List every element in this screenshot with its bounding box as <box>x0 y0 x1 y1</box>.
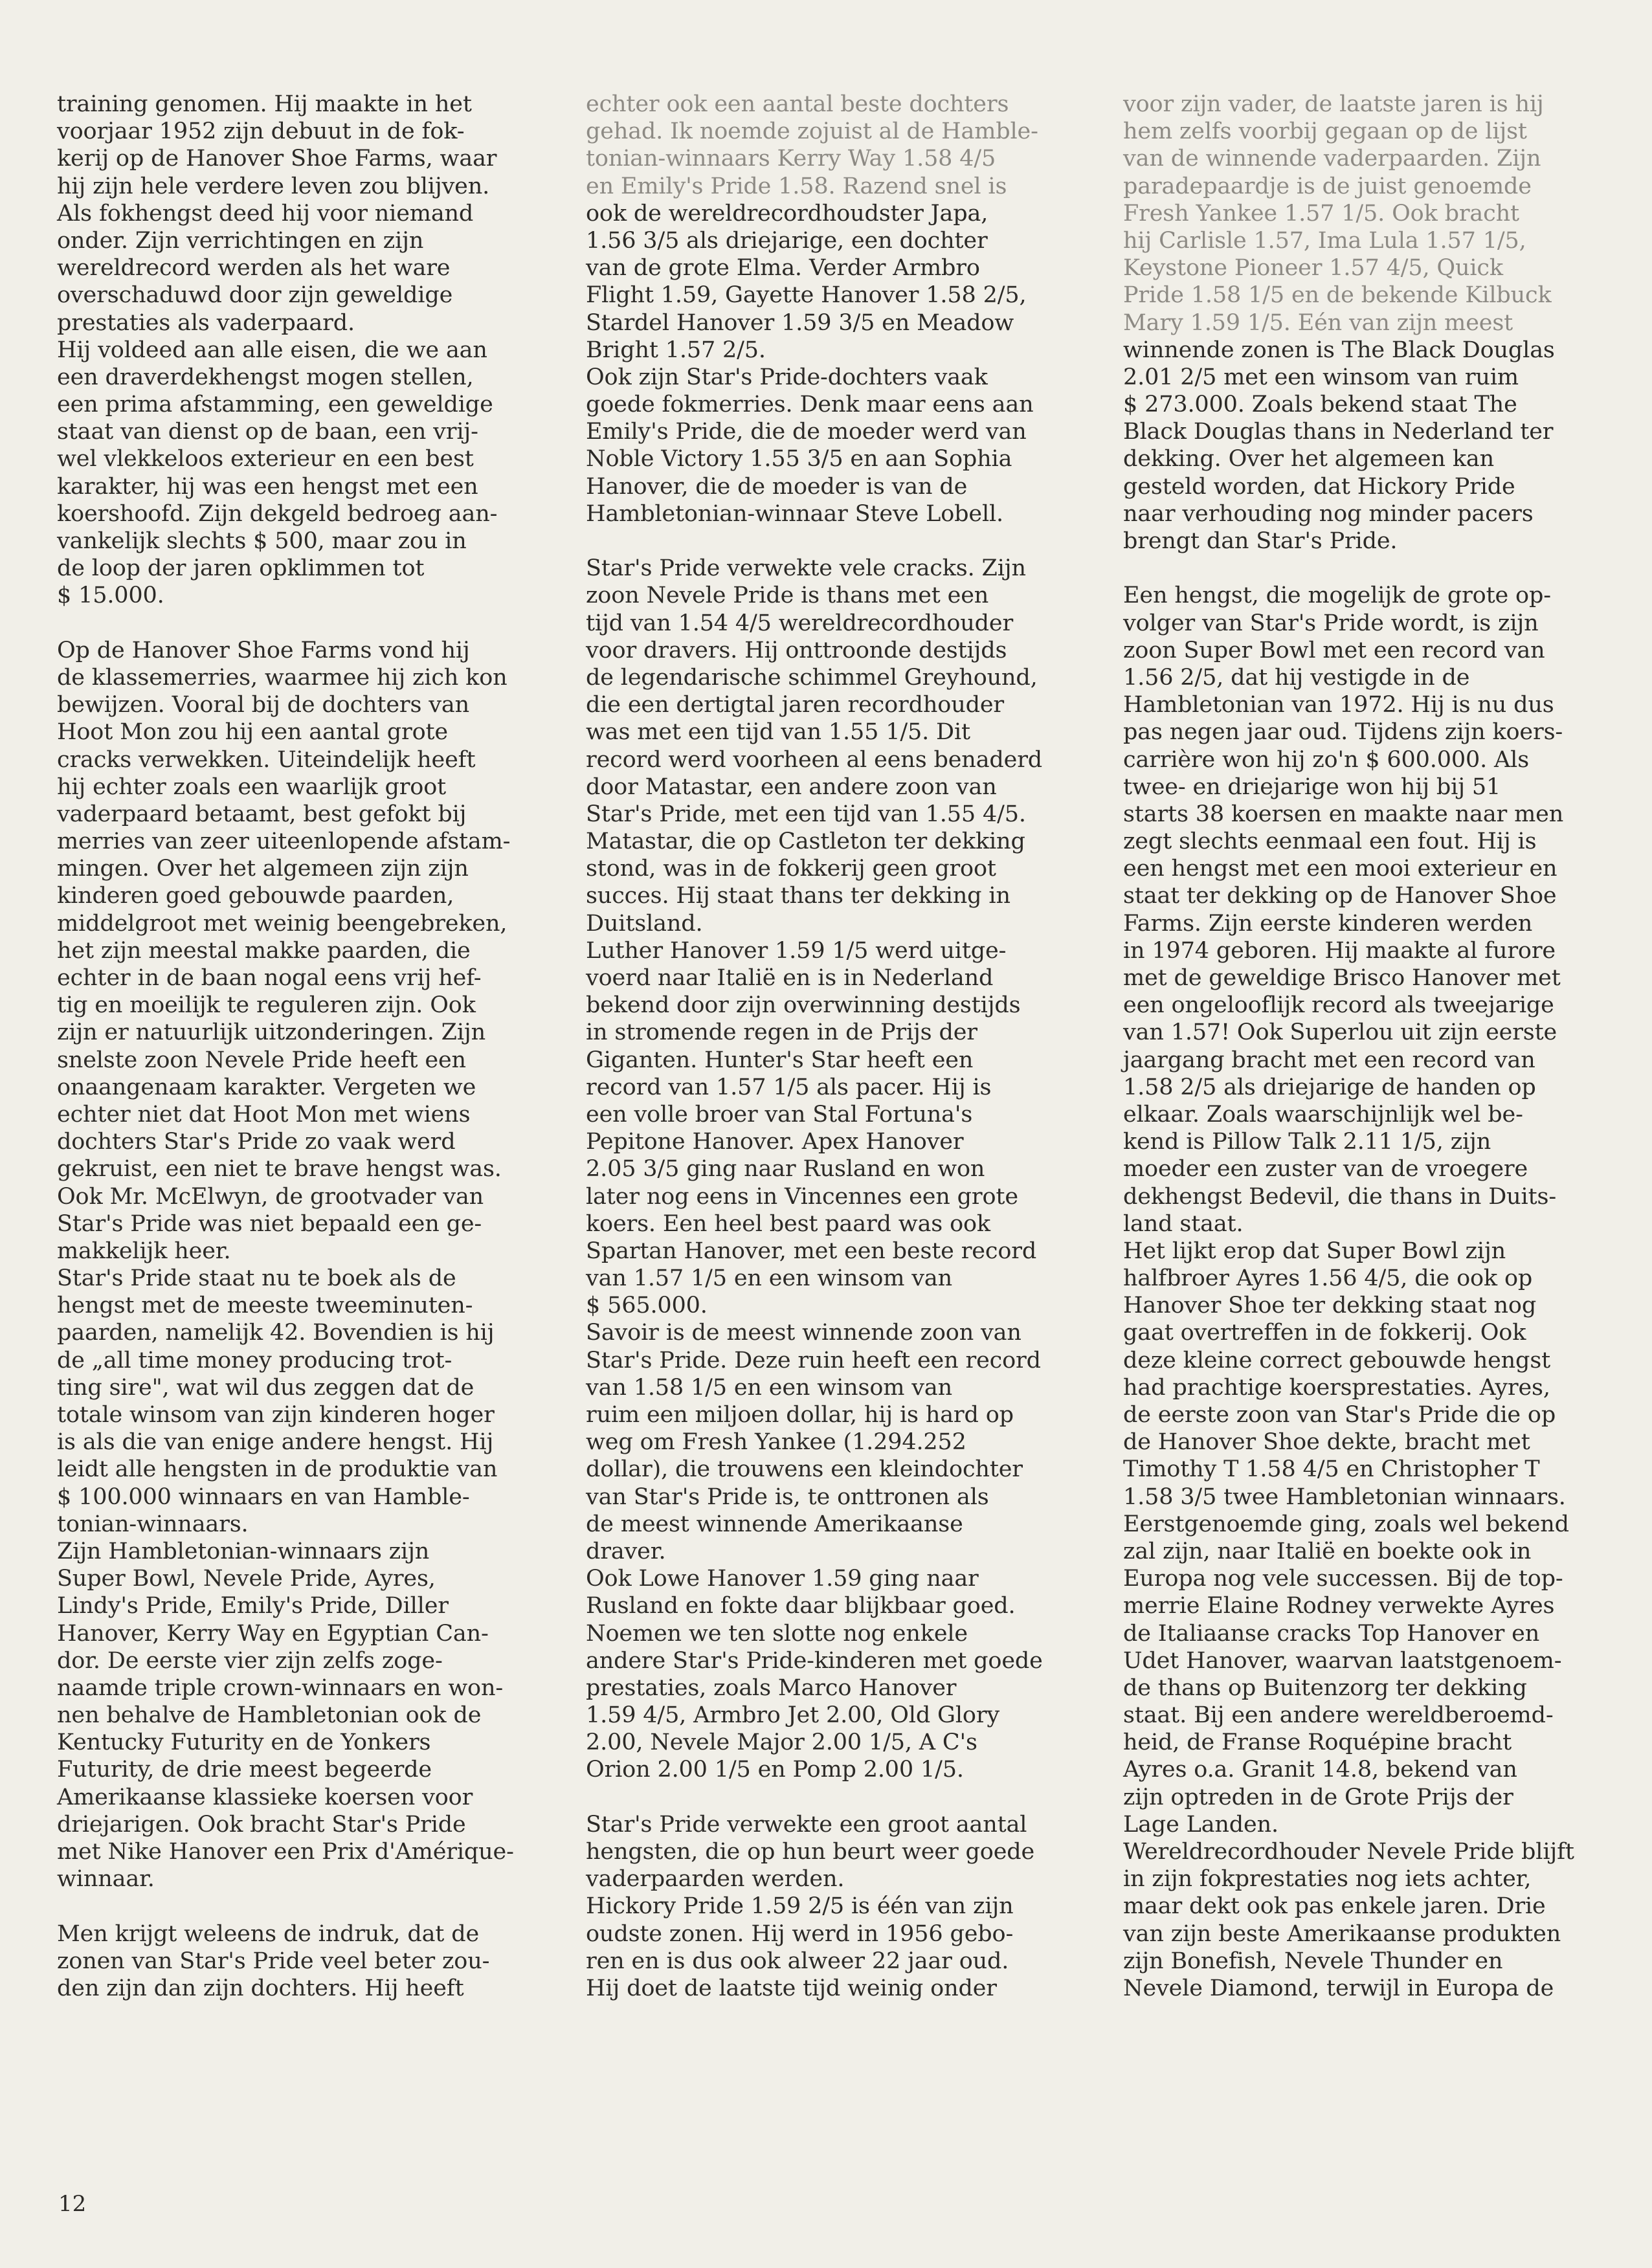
text-line: Rusland en fokte daar blijkbaar goed. <box>586 1593 1016 1619</box>
text-line: Als fokhengst deed hij voor niemand <box>57 200 474 227</box>
text-line: kend is Pillow Talk 2.11 1/5, zijn <box>1123 1129 1491 1155</box>
text-line: Super Bowl, Nevele Pride, Ayres, <box>57 1566 436 1592</box>
text-line: 1.56 3/5 als driejarige, een dochter <box>586 227 988 254</box>
text-line: Farms. Zijn eerste kinderen werden <box>1123 910 1533 937</box>
text-line: door Matastar, een andere zoon van <box>586 773 997 800</box>
text-line: met de geweldige Brisco Hanover met <box>1123 965 1561 991</box>
text-line: van 1.57! Ook Superlou uit zijn eerste <box>1123 1019 1557 1046</box>
text-line: andere Star's Pride-kinderen met goede <box>586 1647 1043 1674</box>
text-line: brengt dan Star's Pride. <box>1123 528 1398 554</box>
text-line: zijn optreden in de Grote Prijs der <box>1123 1784 1513 1810</box>
text-line: en Emily's Pride 1.58. Razend snel is <box>586 173 1007 199</box>
text-line: 2.05 3/5 ging naar Rusland en won <box>586 1156 985 1183</box>
text-line: $ 100.000 winnaars en van Hamble- <box>57 1484 470 1510</box>
text-line: gaat overtreffen in de fokkerij. Ook <box>1123 1320 1526 1346</box>
text-line: kerij op de Hanover Shoe Farms, waar <box>57 146 497 172</box>
text-line: vankelijk slechts $ 500, maar zou in <box>57 528 467 554</box>
text-line: staat. Bij een andere wereldberoemd- <box>1123 1702 1554 1729</box>
text-line: wel vlekkeloos exterieur en een best <box>57 446 474 472</box>
text-line: weg om Fresh Yankee (1.294.252 <box>586 1429 966 1456</box>
text-line: de meest winnende Amerikaanse <box>586 1511 963 1537</box>
text-line: voor zijn vader, de laatste jaren is hij <box>1123 91 1544 117</box>
text-line: naamde triple crown-winnaars en won- <box>57 1674 504 1701</box>
text-line: stond, was in de fokkerij geen groot <box>586 856 996 882</box>
text-line: deze kleine correct gebouwde hengst <box>1123 1347 1551 1373</box>
text-line: 1.59 4/5, Armbro Jet 2.00, Old Glory <box>586 1702 1000 1729</box>
text-line: koers. Een heel best paard was ook <box>586 1210 990 1237</box>
text-line: succes. Hij staat thans ter dekking in <box>586 883 1010 909</box>
text-line: Udet Hanover, waarvan laatstgenoem- <box>1123 1647 1562 1674</box>
text-line: gekruist, een niet te brave hengst was. <box>57 1156 502 1183</box>
text-line: Een hengst, die mogelijk de grote op- <box>1123 583 1551 609</box>
text-line: gesteld worden, dat Hickory Pride <box>1123 473 1515 500</box>
text-line: 1.58 2/5 als driejarige de handen op <box>1123 1074 1536 1100</box>
text-line: land staat. <box>1123 1210 1244 1237</box>
text-line: voor dravers. Hij onttroonde destijds <box>586 637 1007 663</box>
text-line: van de grote Elma. Verder Armbro <box>586 255 980 282</box>
text-line: dekking. Over het algemeen kan <box>1123 446 1494 472</box>
text-line: kinderen goed gebouwde paarden, <box>57 883 454 909</box>
text-line: prestaties als vaderpaard. <box>57 309 355 336</box>
text-line: Nevele Diamond, terwijl in Europa de <box>1123 1975 1554 2001</box>
text-line: Hambletonian van 1972. Hij is nu dus <box>1123 692 1554 718</box>
text-line: Matastar, die op Castleton ter dekking <box>586 828 1025 855</box>
text-line: Star's Pride verwekte een groot aantal <box>586 1811 1027 1838</box>
text-line: Futurity, de drie meest begeerde <box>57 1757 432 1783</box>
text-line: Amerikaanse klassieke koersen voor <box>57 1784 473 1810</box>
text-line: hij Carlisle 1.57, Ima Lula 1.57 1/5, <box>1123 227 1526 254</box>
text-line: in stromende regen in de Prijs der <box>586 1019 977 1046</box>
text-line: $ 565.000. <box>586 1293 708 1319</box>
text-line: Noble Victory 1.55 3/5 en aan Sophia <box>586 446 1012 472</box>
text-line: Star's Pride staat nu te boek als de <box>57 1265 456 1292</box>
text-line: zal zijn, naar Italië en boekte ook in <box>1123 1538 1532 1564</box>
text-line: Mary 1.59 1/5. Eén van zijn meest <box>1123 309 1513 336</box>
text-line: echter niet dat Hoot Mon met wiens <box>57 1101 471 1128</box>
text-line: hem zelfs voorbij gegaan op de lijst <box>1123 118 1527 145</box>
paragraph-gap <box>57 1893 549 1920</box>
text-line: Stardel Hanover 1.59 3/5 en Meadow <box>586 309 1014 336</box>
text-line: is als die van enige andere hengst. Hij <box>57 1429 494 1456</box>
text-line: Kentucky Futurity en de Yonkers <box>57 1729 431 1756</box>
text-line: gehad. Ik noemde zojuist al de Hamble- <box>586 118 1038 145</box>
text-line: Ook zijn Star's Pride-dochters vaak <box>586 364 988 390</box>
text-line: Duitsland. <box>586 910 703 937</box>
text-line: een prima afstamming, een geweldige <box>57 392 493 418</box>
text-line: Europa nog vele successen. Bij de top- <box>1123 1566 1563 1592</box>
text-line: zonen van Star's Pride veel beter zou- <box>57 1948 490 1974</box>
text-line: van zijn beste Amerikaanse produkten <box>1123 1920 1561 1947</box>
text-line: de „all time money producing trot- <box>57 1347 452 1373</box>
text-line: 2.00, Nevele Major 2.00 1/5, A C's <box>586 1729 977 1756</box>
text-line: naar verhouding nog minder pacers <box>1123 500 1534 527</box>
text-line: voorjaar 1952 zijn debuut in de fok- <box>57 118 465 145</box>
text-line: Noemen we ten slotte nog enkele <box>586 1620 968 1647</box>
text-line: onder. Zijn verrichtingen en zijn <box>57 227 424 254</box>
text-line: het zijn meestal makke paarden, die <box>57 937 471 964</box>
text-line: hengsten, die op hun beurt weer goede <box>586 1839 1035 1865</box>
text-line: winnaar. <box>57 1866 155 1893</box>
text-line: 1.56 2/5, dat hij vestigde in de <box>1123 664 1470 691</box>
text-line: hij echter zoals een waarlijk groot <box>57 773 447 800</box>
text-line: Luther Hanover 1.59 1/5 werd uitge- <box>586 937 1007 964</box>
text-line: in 1974 geboren. Hij maakte al furore <box>1123 937 1556 964</box>
text-line: den zijn dan zijn dochters. Hij heeft <box>57 1975 464 2001</box>
text-line: $ 273.000. Zoals bekend staat The <box>1123 392 1517 418</box>
text-line: Ook Lowe Hanover 1.59 ging naar <box>586 1566 979 1592</box>
text-line: zoon Nevele Pride is thans met een <box>586 583 989 609</box>
text-line: Lage Landen. <box>1123 1811 1278 1838</box>
text-line: Flight 1.59, Gayette Hanover 1.58 2/5, <box>586 282 1027 309</box>
text-line: Black Douglas thans in Nederland ter <box>1123 419 1554 445</box>
text-line: de Italiaanse cracks Top Hanover en <box>1123 1620 1540 1647</box>
text-line: Star's Pride. Deze ruin heeft een record <box>586 1347 1041 1373</box>
text-line: later nog eens in Vincennes een grote <box>586 1183 1018 1210</box>
text-line: staat ter dekking op de Hanover Shoe <box>1123 883 1557 909</box>
text-line: wereldrecord werden als het ware <box>57 255 451 282</box>
text-line: mingen. Over het algemeen zijn zijn <box>57 856 469 882</box>
text-line: van 1.57 1/5 en een winsom van <box>586 1265 953 1292</box>
text-line: leidt alle hengsten in de produktie van <box>57 1456 498 1483</box>
text-line: Hanover, die de moeder is van de <box>586 473 968 500</box>
text-line: tonian-winnaars Kerry Way 1.58 4/5 <box>586 146 996 172</box>
text-line: Ayres o.a. Granit 14.8, bekend van <box>1123 1757 1517 1783</box>
text-line: tonian-winnaars. <box>57 1511 249 1537</box>
text-line: Pepitone Hanover. Apex Hanover <box>586 1129 964 1155</box>
text-line: training genomen. Hij maakte in het <box>57 91 472 117</box>
text-line: een draverdekhengst mogen stellen, <box>57 364 474 390</box>
text-line: koershoofd. Zijn dekgeld bedroeg aan- <box>57 500 498 527</box>
text-line: carrière won hij zo'n $ 600.000. Als <box>1123 746 1530 773</box>
text-line: oudste zonen. Hij werd in 1956 gebo- <box>586 1920 1014 1947</box>
paragraph-gap <box>57 610 549 637</box>
text-line: Men krijgt weleens de indruk, dat de <box>57 1920 480 1947</box>
text-line: een volle broer van Stal Fortuna's <box>586 1101 973 1128</box>
text-line: prestaties, zoals Marco Hanover <box>586 1674 957 1701</box>
page-number: 12 <box>58 2191 87 2217</box>
text-line: Star's Pride, met een tijd van 1.55 4/5. <box>586 801 1026 827</box>
text-line: Star's Pride was niet bepaald een ge- <box>57 1210 482 1237</box>
text-line: merrie Elaine Rodney verwekte Ayres <box>1123 1593 1555 1619</box>
text-line: Fresh Yankee 1.57 1/5. Ook bracht <box>1123 200 1519 227</box>
text-line: $ 15.000. <box>57 583 164 609</box>
text-line: cracks verwekken. Uiteindelijk heeft <box>57 746 476 773</box>
text-line: driejarigen. Ook bracht Star's Pride <box>57 1811 466 1838</box>
text-line: ren en is dus ook alweer 22 jaar oud. <box>586 1948 1009 1974</box>
text-line: dollar), die trouwens een kleindochter <box>586 1456 1023 1483</box>
text-line: twee- en driejarige won hij bij 51 <box>1123 773 1501 800</box>
text-line: nen behalve de Hambletonian ook de <box>57 1702 482 1729</box>
text-line: Savoir is de meest winnende zoon van <box>586 1320 1021 1346</box>
text-line: zijn Bonefish, Nevele Thunder en <box>1123 1948 1503 1974</box>
text-line: hengst met de meeste tweeminuten- <box>57 1293 473 1319</box>
text-line: Op de Hanover Shoe Farms vond hij <box>57 637 470 663</box>
text-column-right <box>1123 91 1605 2002</box>
text-line: Giganten. Hunter's Star heeft een <box>586 1047 974 1073</box>
text-line: merries van zeer uiteenlopende afstam- <box>57 828 511 855</box>
text-line: 1.58 3/5 twee Hambletonian winnaars. <box>1123 1484 1566 1510</box>
text-line: goede fokmerries. Denk maar eens aan <box>586 392 1034 418</box>
text-line: maar dekt ook pas enkele jaren. Drie <box>1123 1893 1546 1920</box>
text-line: had prachtige koersprestaties. Ayres, <box>1123 1374 1550 1401</box>
text-line: Hoot Mon zou hij een aantal grote <box>57 719 448 746</box>
text-line: totale winsom van zijn kinderen hoger <box>57 1402 495 1428</box>
text-line: snelste zoon Nevele Pride heeft een <box>57 1047 466 1073</box>
text-line: Spartan Hanover, met een beste record <box>586 1238 1037 1264</box>
text-line: overschaduwd door zijn geweldige <box>57 282 453 309</box>
text-line: Lindy's Pride, Emily's Pride, Diller <box>57 1593 449 1619</box>
text-line: 2.01 2/5 met een winsom van ruim <box>1123 364 1519 390</box>
text-line: Orion 2.00 1/5 en Pomp 2.00 1/5. <box>586 1757 964 1783</box>
text-line: echter in de baan nogal eens vrij hef- <box>57 965 482 991</box>
text-line: Hanover, Kerry Way en Egyptian Can- <box>57 1620 489 1647</box>
text-line: paarden, namelijk 42. Bovendien is hij <box>57 1320 495 1346</box>
text-line: middelgroot met weinig beengebreken, <box>57 910 508 937</box>
text-line: starts 38 koersen en maakte naar men <box>1123 801 1564 827</box>
text-line: onaangenaam karakter. Vergeten we <box>57 1074 476 1100</box>
text-line: in zijn fokprestaties nog iets achter, <box>1123 1866 1532 1893</box>
text-line: van de winnende vaderpaarden. Zijn <box>1123 146 1541 172</box>
text-line: ruim een miljoen dollar, hij is hard op <box>586 1402 1014 1428</box>
text-line: Pride 1.58 1/5 en de bekende Kilbuck <box>1123 282 1552 309</box>
text-column-left <box>57 91 549 2002</box>
text-line: ting sire", wat wil dus zeggen dat de <box>57 1374 474 1401</box>
text-line: Hanover Shoe ter dekking staat nog <box>1123 1293 1537 1319</box>
text-line: bewijzen. Vooral bij de dochters van <box>57 692 470 718</box>
text-line: de eerste zoon van Star's Pride die op <box>1123 1402 1556 1428</box>
text-line: paradepaardje is de juist genoemde <box>1123 173 1532 199</box>
text-line: vaderpaarden werden. <box>586 1866 845 1893</box>
text-line: vaderpaard betaamt, best gefokt bij <box>57 801 467 827</box>
text-line: dor. De eerste vier zijn zelfs zoge- <box>57 1647 443 1674</box>
text-line: dekhengst Bedevil, die thans in Duits- <box>1123 1183 1556 1210</box>
text-line: Star's Pride verwekte vele cracks. Zijn <box>586 555 1026 582</box>
text-line: met Nike Hanover een Prix d'Amérique- <box>57 1839 514 1865</box>
text-line: Ook Mr. McElwyn, de grootvader van <box>57 1183 484 1210</box>
text-line: Wereldrecordhouder Nevele Pride blijft <box>1123 1839 1574 1865</box>
text-line: Eerstgenoemde ging, zoals wel bekend <box>1123 1511 1569 1537</box>
text-line: de thans op Buitenzorg ter dekking <box>1123 1674 1527 1701</box>
text-line: jaargang bracht met een record van <box>1123 1047 1535 1073</box>
text-column-middle <box>586 91 1097 2002</box>
text-line: moeder een zuster van de vroegere <box>1123 1156 1528 1183</box>
text-line: heid, de Franse Roquépine bracht <box>1123 1729 1512 1756</box>
text-line: was met een tijd van 1.55 1/5. Dit <box>586 719 970 746</box>
text-line: halfbroer Ayres 1.56 4/5, die ook op <box>1123 1265 1533 1292</box>
text-line: Hij voldeed aan alle eisen, die we aan <box>57 337 487 363</box>
text-line: bekend door zijn overwinning destijds <box>586 992 1021 1019</box>
text-line: makkelijk heer. <box>57 1238 231 1264</box>
text-line: van Star's Pride is, te onttronen als <box>586 1484 989 1510</box>
text-line: die een dertigtal jaren recordhouder <box>586 692 1004 718</box>
text-line: Zijn Hambletonian-winnaars zijn <box>57 1538 430 1564</box>
text-line: zijn er natuurlijk uitzonderingen. Zijn <box>57 1019 486 1046</box>
text-line: record werd voorheen al eens benaderd <box>586 746 1043 773</box>
text-line: echter ook een aantal beste dochters <box>586 91 1009 117</box>
text-line: van 1.58 1/5 en een winsom van <box>586 1374 953 1401</box>
text-line: dochters Star's Pride zo vaak werd <box>57 1129 456 1155</box>
text-line: de legendarische schimmel Greyhound, <box>586 664 1038 691</box>
text-line: een ongelooflijk record als tweejarige <box>1123 992 1554 1019</box>
text-line: zegt slechts eenmaal een fout. Hij is <box>1123 828 1537 855</box>
text-line: winnende zonen is The Black Douglas <box>1123 337 1555 363</box>
text-line: de Hanover Shoe dekte, bracht met <box>1123 1429 1530 1456</box>
text-line: de klassemerries, waarmee hij zich kon <box>57 664 508 691</box>
text-line: hij zijn hele verdere leven zou blijven. <box>57 173 490 199</box>
text-line: Het lijkt erop dat Super Bowl zijn <box>1123 1238 1506 1264</box>
text-line: karakter, hij was een hengst met een <box>57 473 478 500</box>
text-line: zoon Super Bowl met een record van <box>1123 637 1545 663</box>
text-line: staat van dienst op de baan, een vrij- <box>57 419 478 445</box>
text-line: elkaar. Zoals waarschijnlijk wel be- <box>1123 1101 1523 1128</box>
text-line: record van 1.57 1/5 als pacer. Hij is <box>586 1074 992 1100</box>
text-line: voerd naar Italië en is in Nederland <box>586 965 994 991</box>
text-line: een hengst met een mooi exterieur en <box>1123 856 1557 882</box>
text-line: pas negen jaar oud. Tijdens zijn koers- <box>1123 719 1563 746</box>
text-line: Timothy T 1.58 4/5 en Christopher T <box>1123 1456 1540 1483</box>
paragraph-gap <box>1123 555 1605 582</box>
text-line: Hij doet de laatste tijd weinig onder <box>586 1975 997 2001</box>
paragraph-gap <box>586 528 1097 555</box>
text-line: draver. <box>586 1538 666 1564</box>
text-line: Bright 1.57 2/5. <box>586 337 766 363</box>
text-line: tig en moeilijk te reguleren zijn. Ook <box>57 992 476 1019</box>
text-line: Hambletonian-winnaar Steve Lobell. <box>586 500 1004 527</box>
paragraph-gap <box>586 1784 1097 1811</box>
text-line: Emily's Pride, die de moeder werd van <box>586 419 1027 445</box>
text-line: Keystone Pioneer 1.57 4/5, Quick <box>1123 255 1503 282</box>
text-line: tijd van 1.54 4/5 wereldrecordhouder <box>586 610 1014 636</box>
text-line: Hickory Pride 1.59 2/5 is één van zijn <box>586 1893 1014 1920</box>
text-line: volger van Star's Pride wordt, is zijn <box>1123 610 1539 636</box>
text-line: de loop der jaren opklimmen tot <box>57 555 425 582</box>
text-line: ook de wereldrecordhoudster Japa, <box>586 200 988 227</box>
